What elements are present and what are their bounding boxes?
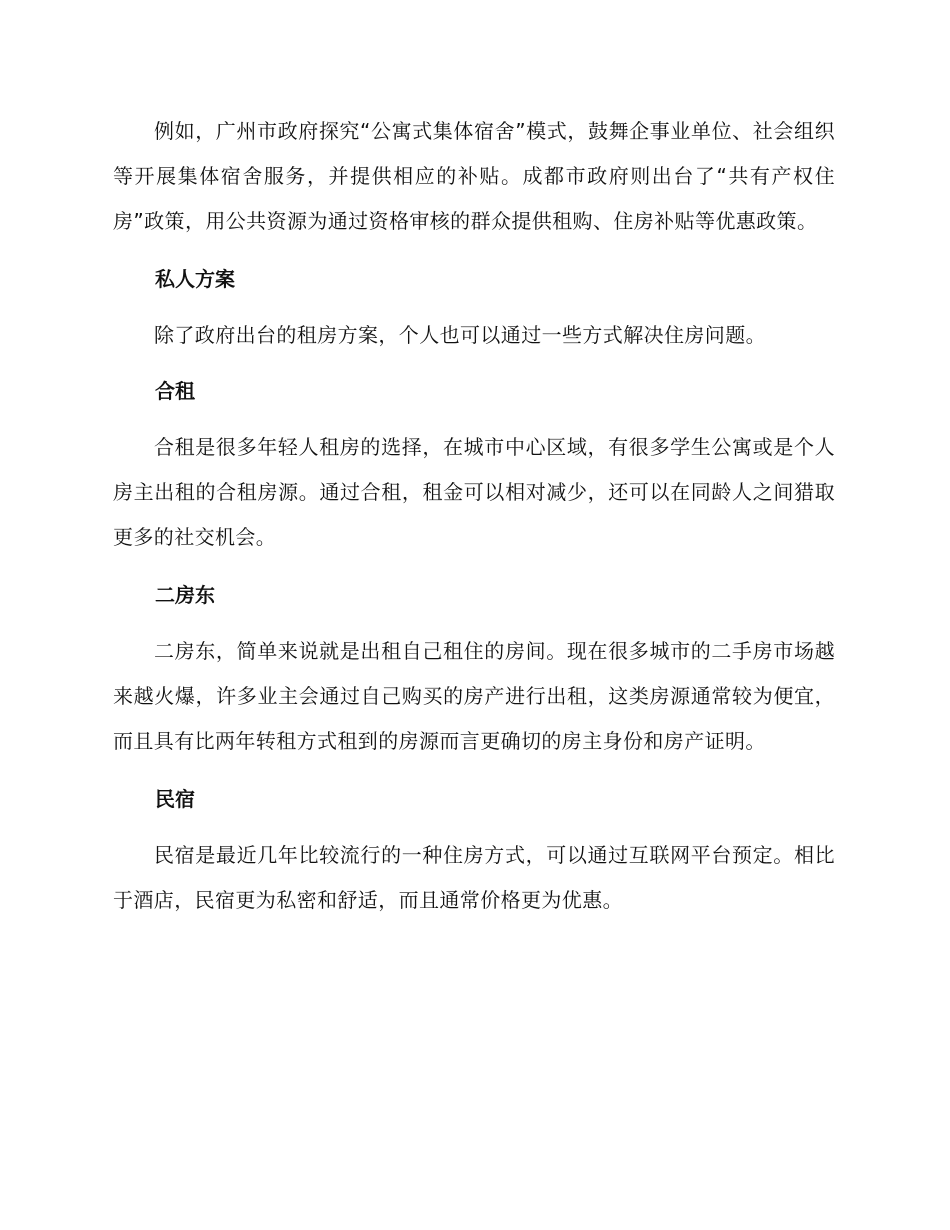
spacer [113, 822, 835, 833]
spacer [113, 302, 835, 313]
spacer [113, 414, 835, 425]
paragraph-government-examples: 例如，广州市政府探究“公寓式集体宿舍”模式，鼓舞企事业单位、社会组织等开展集体宿舍服务，并提供相应的补贴。成都市政府则出台了“共有产权住房”政策，用公共资源为通过资格审核的群众提供租购、住房补贴等优惠政策。 [113, 119, 835, 233]
spacer [113, 358, 835, 369]
spacer [113, 560, 835, 573]
document-page [113, 109, 835, 923]
paragraph-shared-rent: 合租是很多年轻人租房的选择，在城市中心区域，有很多学生公寓或是个人房主出租的合租房源。通过合租，租金可以相对减少，还可以在同龄人之间猎取更多的社交机会。 [113, 435, 835, 549]
heading-shared-rent: 合租 [155, 379, 195, 403]
heading-homestay: 民宿 [155, 787, 195, 811]
spacer [113, 618, 835, 629]
paragraph-sublandlord: 二房东，简单来说就是出租自己租住的房间。现在很多城市的二手房市场越来越火爆，许多业主会通过自己购买的房产进行出租，这类房源通常较为便宜，而且具有比两年转租方式租到的房源而言更确切的房主身份和房产证明。 [113, 639, 835, 753]
heading-private-plan: 私人方案 [155, 267, 235, 291]
paragraph-private-intro: 除了政府出台的租房方案，个人也可以通过一些方式解决住房问题。 [154, 323, 766, 347]
paragraph-homestay: 民宿是最近几年比较流行的一种住房方式，可以通过互联网平台预定。相比于酒店，民宿更为私密和舒适，而且通常价格更为优惠。 [113, 843, 835, 912]
spacer [113, 764, 835, 777]
spacer [113, 244, 835, 257]
heading-sublandlord: 二房东 [155, 583, 215, 607]
